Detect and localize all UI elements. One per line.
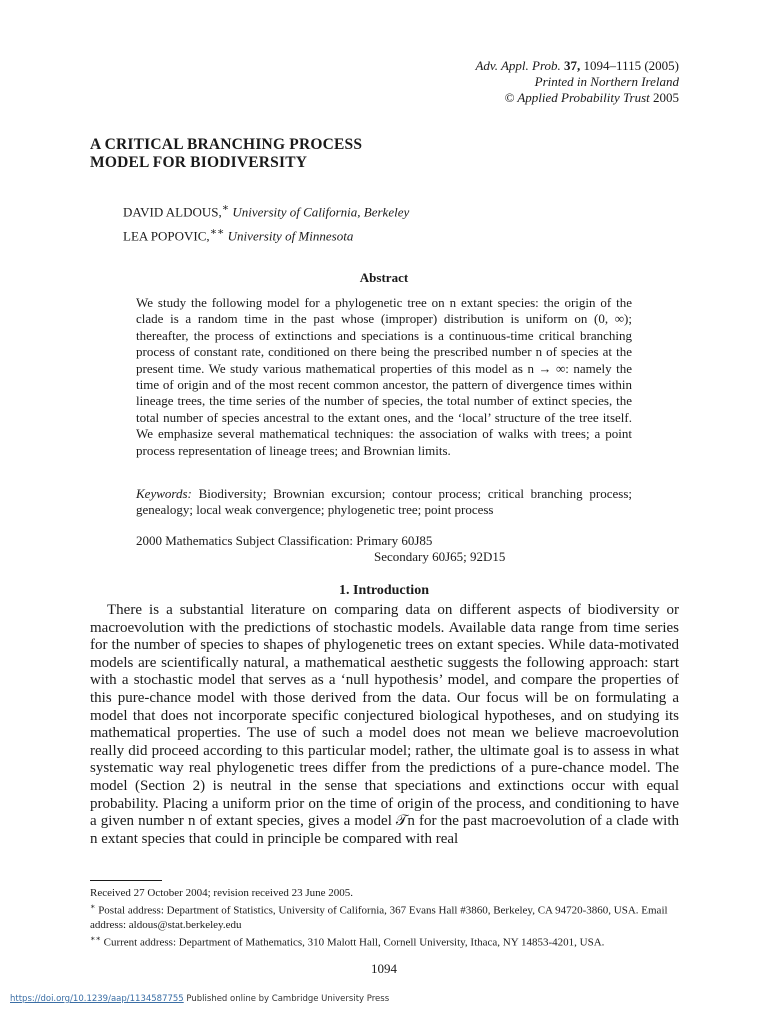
footnote-current-text: Current address: Department of Mathematics, 310 Malott Hall, Cornell University, Ithaca, NY 14853-4201, USA. bbox=[103, 936, 605, 949]
section-heading: 1. Introduction bbox=[339, 583, 429, 598]
title-line-1: A CRITICAL BRANCHING PROCESS bbox=[90, 136, 363, 153]
journal-name: Adv. Appl. Prob. bbox=[475, 58, 561, 73]
abstract-text: We study the following model for a phylogenetic tree on n extant species: the origin of the clade is a random time in the past whose (improper) distribution is uniform on (0, ∞); thereafter, the process of extinctions and speciations is a continuous-time critical branching process of constant rate, conditioned on there being the prescribed number n of species at the present time. We study various mathematical properties of this model as n → ∞: namely the time of origin and of the most recent common ancestor, the pattern of divergence times within lineage trees, the time series of the number of species, the total number of extinct species, the total number of species ancestral to the extant ones, and the ‘local’ structure of the tree itself. We emphasize several mathematical techniques: the association of walks with trees; a point process representation of lineage trees; and Brownian limits. bbox=[136, 295, 632, 458]
footnote-rule bbox=[90, 880, 162, 881]
title-line-2: MODEL FOR BIODIVERSITY bbox=[90, 154, 308, 171]
page-number: 1094 bbox=[371, 961, 397, 976]
msc-primary: 2000 Mathematics Subject Classification: Primary 60J85 bbox=[136, 533, 433, 548]
abstract-heading: Abstract bbox=[359, 270, 409, 285]
journal-printed: Printed in Northern Ireland bbox=[534, 74, 679, 89]
introduction-body bbox=[90, 602, 679, 848]
footnote-received: Received 27 October 2004; revision received 23 June 2005. bbox=[90, 887, 354, 899]
keywords-label: Keywords: bbox=[136, 486, 192, 501]
paper-title bbox=[90, 136, 362, 172]
journal-copyright bbox=[475, 90, 679, 106]
footnote-postal-text: Postal address: Department of Statistics, University of California, 367 Evans Hall #3860, Berkeley, CA 94720-3860, USA. Email address: aldous@stat.berkeley.edu bbox=[90, 904, 668, 931]
keywords bbox=[136, 486, 632, 519]
footnote-mark: ∗∗ bbox=[90, 933, 101, 943]
journal-volume: 37, bbox=[564, 58, 581, 73]
journal-pages: 1094–1115 (2005) bbox=[583, 58, 679, 73]
footnotes bbox=[90, 886, 679, 949]
journal-citation bbox=[475, 58, 679, 74]
msc-secondary: Secondary 60J65; 92D15 bbox=[374, 549, 506, 565]
doi-published-text: Published online by Cambridge University Press bbox=[186, 994, 390, 1004]
author-aldous bbox=[123, 198, 409, 222]
introduction-paragraph: There is a substantial literature on comparing data on different aspects of biodiversity or macroevolution with the predictions of stochastic models. Available data range from time series for the number of species to shapes of phylogenetic trees on extant species. While data-motivated models are scientifically natural, a mathematical aesthetic suggests the following approach: start with a stochastic model that serves as a ‘null hypothesis’ model, and compare the properties of this pure-chance model with those derived from the data. Our focus will be on formulating a model that does not incorporate specific conjectured biological hypotheses, and on studying its mathematical properties. The use of such a model does not mean we believe macroevolution really did proceed according to this particular model; rather, the ultimate goal is to assess in what systematic way real phylogenetic trees differ from the predictions of a pure-chance model. The model (Section 2) is neutral in the sense that speciations and extinctions occur with equal probability. Placing a uniform prior on the time of origin of the process, and conditioning to have a given number n of extant species, gives a model 𝒯n for the past macroevolution of a clade with n extant species that could in principle be compared with real bbox=[90, 602, 679, 847]
journal-info bbox=[475, 58, 679, 106]
author-name: DAVID ALDOUS, bbox=[123, 204, 222, 220]
author-affiliation: University of California, Berkeley bbox=[232, 204, 410, 220]
author-popovic bbox=[123, 222, 409, 246]
msc-classification bbox=[136, 533, 505, 566]
author-list bbox=[123, 198, 409, 247]
author-affiliation: University of Minnesota bbox=[227, 228, 354, 244]
footnote-postal bbox=[90, 900, 679, 932]
copyright-year: 2005 bbox=[653, 90, 679, 105]
copyright-holder: © Applied Probability Trust bbox=[504, 90, 650, 105]
doi-link[interactable]: https://doi.org/10.1239/aap/1134587755 bbox=[10, 994, 184, 1004]
author-mark: ∗ bbox=[221, 202, 230, 214]
keywords-text: Biodiversity; Brownian excursion; contour process; critical branching process; genealogy; local weak convergence; phylogenetic tree; point process bbox=[136, 486, 632, 518]
author-name: LEA POPOVIC, bbox=[123, 228, 210, 244]
footnote-mark: ∗ bbox=[90, 902, 96, 911]
author-mark: ∗∗ bbox=[209, 226, 225, 239]
abstract-body bbox=[136, 295, 632, 459]
footnote-current bbox=[90, 932, 679, 950]
doi-footer bbox=[10, 994, 389, 1004]
